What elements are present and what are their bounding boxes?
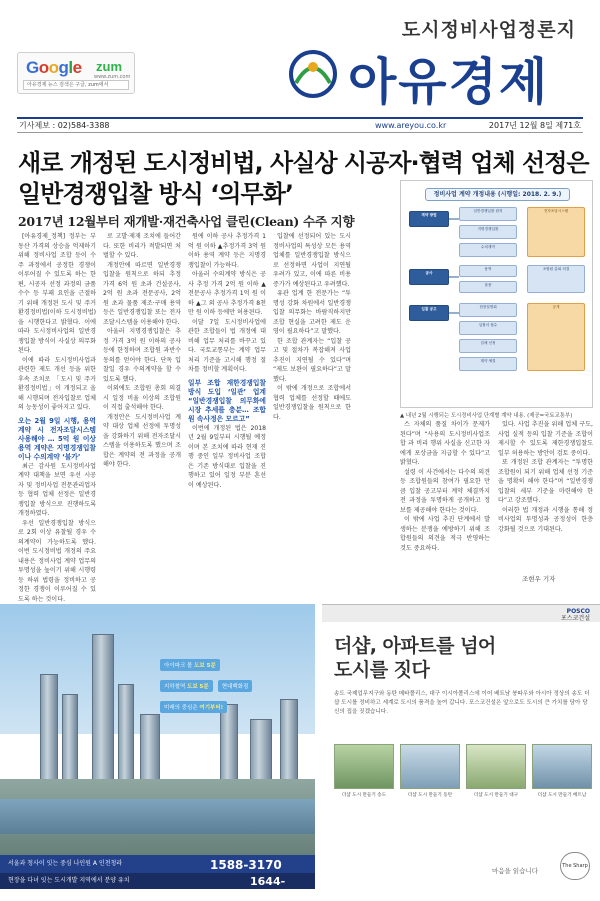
zum-url: www.zum.com <box>94 74 131 80</box>
the-sharp-logo: The Sharp <box>560 852 590 880</box>
paragraph: 이번에 개정된 법은 2018년 2월 9일부터 시행될 예정이며 본 조치에 따라 현재 진행 중인 일부 정비사업 조합은 기존 방식대로 입찰을 진행하고 있어 일정 부분 혼선이 예상된다. <box>188 424 266 489</box>
infographic-box: 물품 <box>459 281 517 293</box>
infographic-box: 공사 <box>409 269 449 285</box>
article-column-4 <box>273 232 351 604</box>
ad-band-1-text: 서울과 청사이 잇는 중심 나인원 A 인천청라 <box>8 860 123 867</box>
ad-phone-1[interactable]: 1588-3170 <box>210 858 282 872</box>
paragraph: 원에 이하 공사 추정가격 1억 원 이하 ▲추정가격 3억 원 이하 용역 계약 등은 지명경쟁입찰이 가능하다. <box>188 233 266 269</box>
info-strip <box>17 117 583 133</box>
ad-tag: 아이파크 몰 도보 5분 <box>160 659 220 671</box>
ad-photo <box>466 744 526 789</box>
masthead <box>0 0 600 130</box>
paragraph: 우선 일반경쟁입찰 방식으로 2회 이상 유찰될 경우 수의계약이 가능하도록 했다. 이번 도시정비법 개정의 주요 내용은 정비사업 계약 업무의 투명성을 높이기 위해 시행령 등 하위 법령을 정비하고 공정한 경쟁이 이루어질 수 있도록 하는 것이다. <box>18 519 96 603</box>
tip-phone: 기사제보 : 02)584-3388 <box>19 121 110 130</box>
paragraph: [아유경제_정책] 정부는 부동산 가격의 상승을 억제하기 위해 정비사업 조합 등이 수주 과정에서 공정한 경쟁이 이루어질 수 있도록 하는 한편, 시공자 선정 과정의 금품 수수 등 부패 요인을 근절하기 위해 개정된 도시 및 주거환경정비법(이하 도시정비법)을 시행한다고 밝혔다. 이에 따라 도시정비사업의 일반경쟁입찰 방식이 사실상 의무화된다. <box>18 233 96 354</box>
search-promo-box[interactable] <box>17 52 135 94</box>
infographic-box: 조합원 총회 의결 <box>527 265 585 293</box>
newspaper-brand: 아유경제 <box>348 53 550 111</box>
infographic-box: 계약 체결 <box>459 357 517 371</box>
paragraph: 이달 7일 도시정비사업에 관한 조합들이 법 개정에 대비해 업무 처리를 바꾸고 있다. 국토교통부는 계약 업무 처리 기준을 고시해 행정 절차를 정비할 계획이다. <box>188 318 266 373</box>
paragraph: 한 조합 관계자는 “입찰 공고 및 절차가 복잡해져 사업 추진이 지연될 수 있다”며 “제도 보완이 필요하다”고 말했다. <box>273 337 351 383</box>
ad-photo-caption: 더샵 도시 만들기 대구 <box>473 793 519 798</box>
paragraph: 입찰에 선정되어 있는 도시정비사업의 특성상 모든 용역 업체를 일반경쟁입찰 방식으로 선정하면 사업이 지연될 우려가 있고, 이에 따른 비용 증가가 예상된다고 우려했다. <box>273 233 351 288</box>
paragraph: 이 밖에 개정으로 조합에서 협력 업체를 선정할 때에도 일반경쟁입찰을 원칙으로 한다. <box>273 385 351 421</box>
infographic-box: 공개 <box>527 303 585 371</box>
paragraph: 이외에도 조합원 총회 의결 시 일정 비율 이상의 조합원이 직접 출석해야 한다. <box>103 385 181 411</box>
article-column-3 <box>188 232 266 604</box>
ad-tag: 미래의 중심은 여기부터! <box>160 701 227 713</box>
ad-band-2-text: 현장을 다녀 잇는 도시개발 지역에서 분양 유치 <box>8 877 130 884</box>
ad-photo-row <box>334 744 594 824</box>
infographic-box: 지명경쟁입찰 <box>459 225 517 239</box>
ad-headline: 더샵, 아파트를 넘어 도시를 짓다 <box>334 635 496 681</box>
section-subheading: 오는 2월 9일 시행, 용역 계약 시 전자조달시스템 사용해야 … 5억 원 이상 용역 계약은 지명경쟁입찰이나 수의계약 ‘불가’ <box>18 416 96 461</box>
infographic-box: 계약 방법 <box>409 211 449 227</box>
ad-phone-2[interactable]: 1644-0087 <box>250 875 286 901</box>
article-subhead: 2017년 12월부터 재개발·재건축사업 클린(Clean) 수주 지향 <box>18 214 355 229</box>
advertisement-left[interactable] <box>0 604 315 901</box>
infographic-box: 전자조달시스템 <box>527 207 585 257</box>
paragraph: 개정안에 따르면 일반경쟁입찰을 원칙으로 하되 추정 가격 6억 원 초과 건설공사, 2억 원 초과 전문공사, 2억 원 초과 물품 제조·구매 용역 등은 일반경쟁입찰 또는 전자조달시스템을 이용해야 한다. <box>103 261 181 326</box>
article-column-6 <box>498 420 593 570</box>
search-hint-bar[interactable]: 아유경제 뉴스 검색은 구글, zum에서 <box>23 80 129 90</box>
website-link[interactable]: www.areyou.co.kr <box>375 121 447 130</box>
brand-logo-icon <box>286 49 340 99</box>
byline: 조현우 기자 <box>522 575 556 583</box>
infographic-box: 수의계약 <box>459 243 517 257</box>
paragraph: 설령 이 사건에서는 다수의 의견 등 조합원들의 참여가 필요한 만큼 입찰 공고부터 계약 체결까지 전 과정을 투명하게 공개하고 정보를 제공해야 한다는 것이다. <box>400 468 490 514</box>
article-column-1 <box>18 232 96 604</box>
ad-photo <box>334 744 394 789</box>
paragraph: 개정안은 도시정비사업 계약 대상 업체 선정에 투명성을 강화하기 위해 전자조달시스템을 이용하도록 했으며 조합은 계약의 전 과정을 공개해야 한다. <box>103 413 181 468</box>
ad-photo-caption: 더샵 도시 만들기 동탄 <box>407 793 453 798</box>
infographic-box: 일반경쟁입찰 원칙 <box>459 207 517 221</box>
paragraph: 이 밖에 사업 추진 단계에서 발생하는 분쟁을 예방하기 위해 조합원들의 의견을 적극 반영하는 것도 중요하다. <box>400 516 490 552</box>
infographic-arrows <box>449 211 461 391</box>
paragraph: 최근 감사원 도시정비사업 계약 대책을 보면 우선 시공자 및 정비사업 전문관리업자 등 협력 업체 선정은 일반경쟁입찰 방식으로 진행하도록 개정하였다. <box>18 462 96 517</box>
ad-slogan: 마음을 읽습니다 <box>492 867 539 875</box>
infographic-box: 입찰서 접수 <box>459 321 517 335</box>
infographic-title: 정비사업 계약 개정내용 (시행일: 2018. 2. 9.) <box>425 188 570 201</box>
paragraph: 스 자체의 품질 차이가 문제가 된다”며 “사용의 도시정비사업조합 과 비리 행위 사실을 신고한 자에게 포상금을 지급할 수 있다”고 밝혔다. <box>400 421 490 466</box>
ad-photo <box>532 744 592 789</box>
advertisement-right[interactable] <box>322 604 600 889</box>
article-column-5 <box>400 420 490 590</box>
paragraph: 아울러 지명경쟁입찰은 추정 가격 3억 원 이하의 공사 등에 한정하며 조합원 과반수 동의를 얻어야 한다. 단독 입찰일 경우 수의계약을 할 수 있도록 했다. <box>103 328 181 383</box>
paragraph: 또 개정된 조합 관계자는 “투명한 조합원이 되기 위해 업체 선정 기준을 명확히 해야 한다”며 “일반경쟁입찰의 세부 기준을 마련해야 한다”고 강조했다. <box>498 459 593 504</box>
infographic-box: 현장설명회 <box>459 303 517 317</box>
ad-tag-list <box>160 652 260 715</box>
issue-date: 2017년 12월 8일 제71호 <box>488 121 581 130</box>
article-column-2 <box>103 232 181 604</box>
ad-tag: 지하철역 도보 5분 <box>160 680 213 692</box>
paragraph: 로 고발·제재 조치에 들어간다. 또한 비리가 적발되면 처벌할 수 있다. <box>103 233 181 259</box>
zum-logo: zum <box>96 59 122 74</box>
paragraph: 유관 업계 한 전문가는 “투명성 강화 차원에서 일반경쟁입찰 의무화는 바람직하지만 조합 현실을 고려한 제도 운영이 필요하다”고 말했다. <box>273 290 351 335</box>
ad-photo-caption: 더샵 도시 만들기 베트남 <box>537 793 587 798</box>
google-logo: Google <box>26 58 82 77</box>
posco-logo: POSCO 포스코건설 <box>561 608 590 622</box>
ad-tag: 현대백화점 <box>218 680 253 692</box>
paragraph: 이에 따라 도시정비사업과 관련한 제도 개선 등을 위한 후속 조치로 「도시 및 주거환경정비법」이 개정되고 올해 시행되며 전자입찰로 업체의 능동성이 좋아지고 있다. <box>18 356 96 411</box>
infographic <box>400 180 593 408</box>
section-subheading: 일부 조합 재한경쟁입찰 방식 도입 ‘일관’ 업계 “일반경쟁입찰 의무화에 시장 추세를 충분… 조합원 속사정은 모르고” <box>188 378 266 423</box>
ad-header-bar <box>322 604 600 622</box>
infographic-box: 업체 선정 <box>459 339 517 353</box>
newspaper-subtitle: 도시정비사업정론지 <box>401 19 576 41</box>
ad-photo-caption: 더샵 도시 만들기 송도 <box>341 793 387 798</box>
infographic-box: 용역 <box>459 265 517 277</box>
ad-photo <box>400 744 460 789</box>
infographic-box: 입찰 공고 <box>409 305 449 321</box>
ad-body-text: 송도 국제업무지구와 동탄 메타폴리스, 대구 이시아폴리스에 이어 베트남 붕따우와 아시아 정상의 송도 더샵 도시를 정비하고 세계로 도시의 품격을 높여 갑니다. 포스코건설은 앞으로도 도시의 큰 가치를 담아 당신의 집을 짓겠습니다. <box>334 691 590 715</box>
headline-line-2: 일반경쟁입찰 방식 ‘의무화’ <box>18 180 293 208</box>
paragraph: 아울러 수의계약 방식은 공사 추정 가격 2억 원 이하 ▲전문공사 추정가격 1억 원 이하 ▲그 외 공사 추정가격 8천만 원 이하 등에만 허용된다. <box>188 271 266 316</box>
paragraph: 이러한 법 개정과 시행을 통해 정비사업의 투명성과 공정성이 한층 강화될 것으로 기대된다. <box>498 506 593 533</box>
paragraph: 있다. 사업 추진을 위해 업체 구도, 사업 실적 등의 입찰 기준을 조합이 제시할 수 있도록 제한경쟁입찰도 일부 허용하는 방안이 검토 중이다. <box>498 421 593 457</box>
ad-water <box>0 799 315 834</box>
infographic-caption: ▲ 내년 2월 시행되는 도시정비사업 단계별 계약 내용. (제공=국토교통부) <box>400 413 573 419</box>
headline-line-1: 새로 개정된 도시정비법, 사실상 시공자·협력 업체 선정은 <box>18 149 589 177</box>
